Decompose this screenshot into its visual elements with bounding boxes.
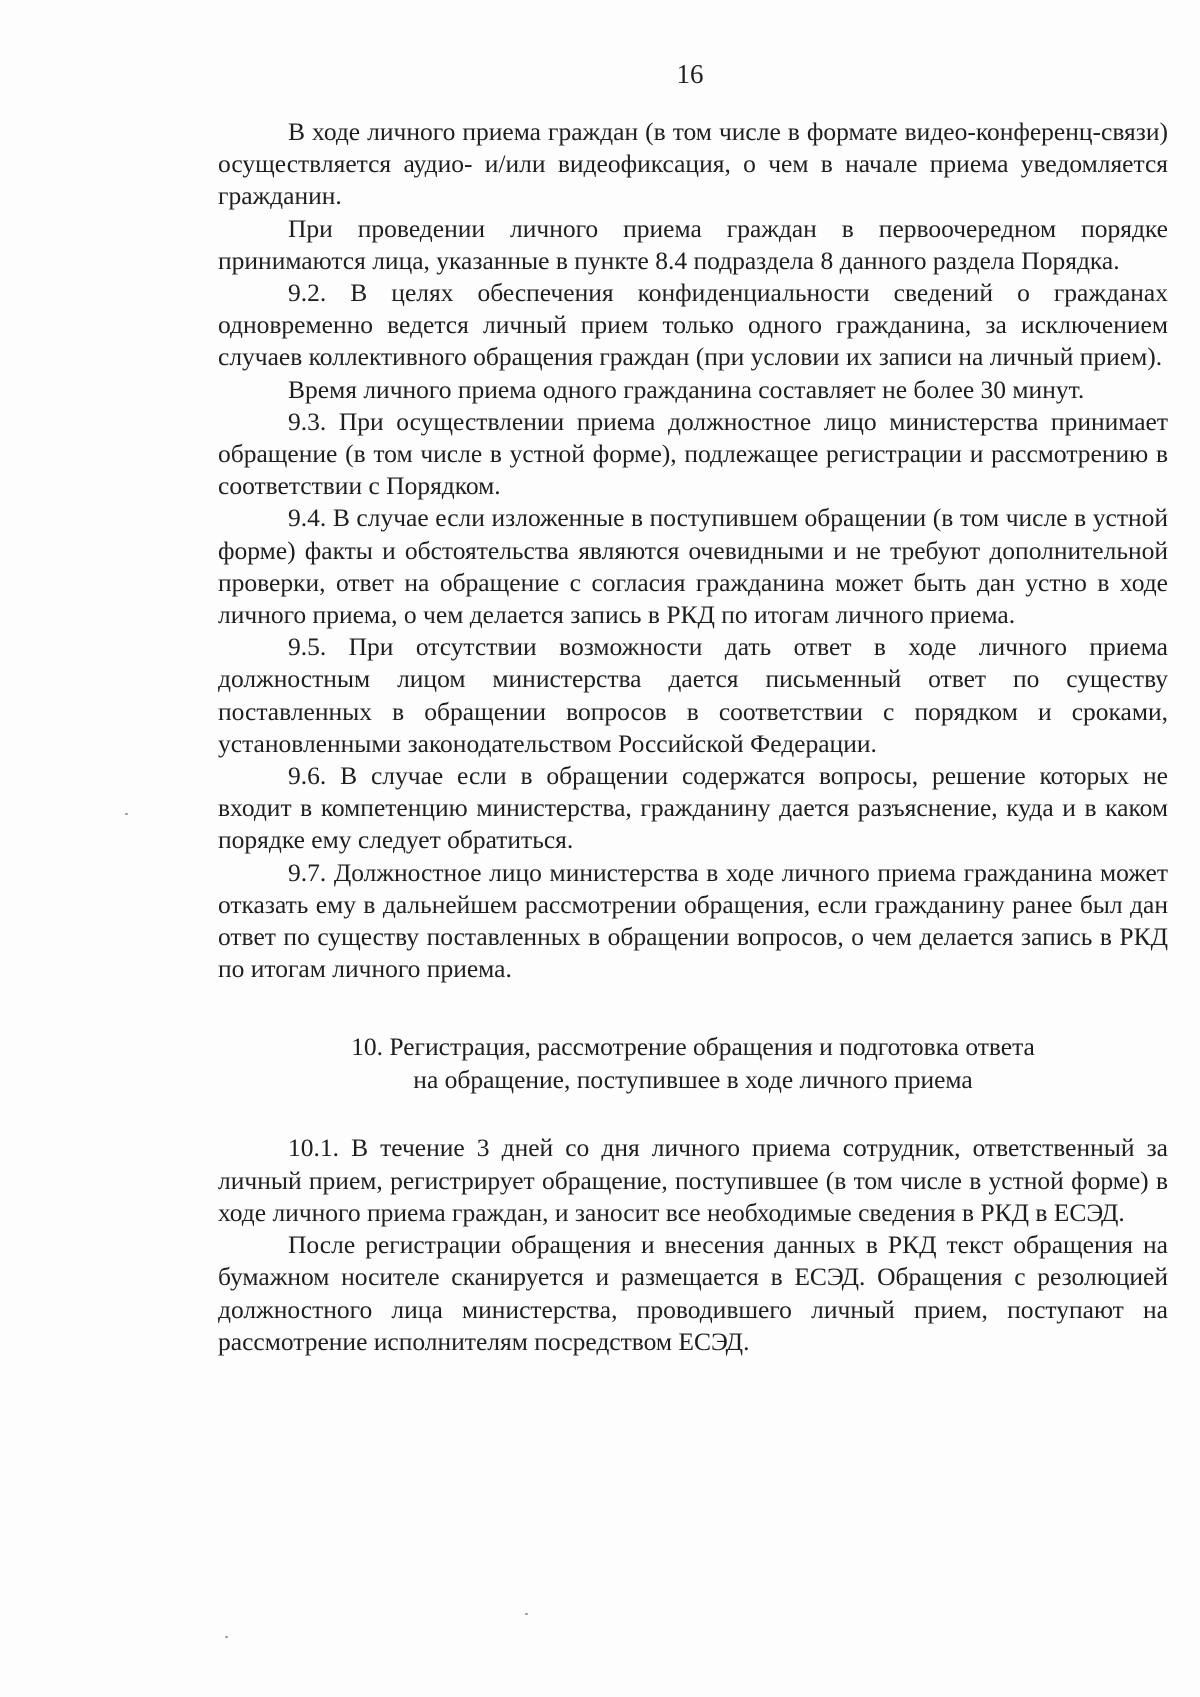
paragraph-priority-order: При проведении личного приема граждан в первоочередном порядке принимаются лица, указанные в пункте 8.4 подраздела 8 данного раздела Порядка.	[218, 213, 1168, 275]
section-heading-10	[218, 1031, 1168, 1096]
paragraph-9-4: 9.4. В случае если изложенные в поступившем обращении (в том числе в устной форме) факты и обстоятельства являются очевидными и не требуют дополнительной проверки, ответ на обращение с согласия гражданина может быть дан устно в ходе личного приема, о чем делается запись в РКД по итогам личного приема.	[218, 503, 1168, 630]
paragraph-10-1: 10.1. В течение 3 дней со дня личного приема сотрудник, ответственный за личный прием, регистрирует обращение, поступившее (в том числе в устной форме) в ходе личного приема граждан, и заносит все необходимые сведения в РКД в ЕСЭД.	[218, 1133, 1168, 1227]
paragraph-9-2: 9.2. В целях обеспечения конфиденциальности сведений о гражданах одновременно ведется личный прием только одного гражданина, за исключением случаев коллективного обращения граждан (при условии их записи на личный прием).	[218, 278, 1168, 372]
paragraph-9-7: 9.7. Должностное лицо министерства в ходе личного приема гражданина может отказать ему в дальнейшем рассмотрении обращения, если гражданину ранее был дан ответ по существу поставленных в обращении вопросов, о чем делается запись в РКД по итогам личного приема.	[218, 857, 1168, 984]
paragraph-9-6: 9.6. В случае если в обращении содержатся вопросы, решение которых не входит в компетенцию министерства, гражданину дается разъяснение, куда и в каком порядке ему следует обратиться.	[218, 761, 1168, 855]
scan-artifact	[125, 813, 128, 815]
section-heading-line-1: 10. Регистрация, рассмотрение обращения и подготовка ответа	[351, 1032, 1035, 1062]
paragraph-reception-time: Время личного приема одного гражданина составляет не более 30 минут.	[288, 374, 1085, 404]
document-body	[218, 116, 1168, 1358]
paragraph-av-recording: В ходе личного приема граждан (в том числе в формате видео-конференц-связи) осуществляется аудио- и/или видеофиксация, о чем в начале приема уведомляется гражданин.	[218, 117, 1168, 211]
paragraph-9-3: 9.3. При осуществлении приема должностное лицо министерства принимает обращение (в том числе в устной форме), подлежащее регистрации и рассмотрению в соответствии с Порядком.	[218, 406, 1168, 501]
paragraph-9-5: 9.5. При отсутствии возможности дать ответ в ходе личного приема должностным лицом министерства дается письменный ответ по существу поставленных в обращении вопросов в соответствии с порядком и сроками, установленными законодательством Российской Федерации.	[218, 632, 1168, 758]
scan-artifact	[225, 1636, 228, 1638]
page-number: 16	[676, 59, 704, 89]
section-heading-line-2: на обращение, поступившее в ходе личного приема	[413, 1064, 973, 1094]
scan-artifact	[525, 1613, 528, 1615]
paragraph-after-registration: После регистрации обращения и внесения данных в РКД текст обращения на бумажном носителе сканируется и размещается в ЕСЭД. Обращения с резолюцией должностного лица министерства, проводившего личный прием, поступают на рассмотрение исполнителям посредством ЕСЭД.	[218, 1230, 1168, 1356]
